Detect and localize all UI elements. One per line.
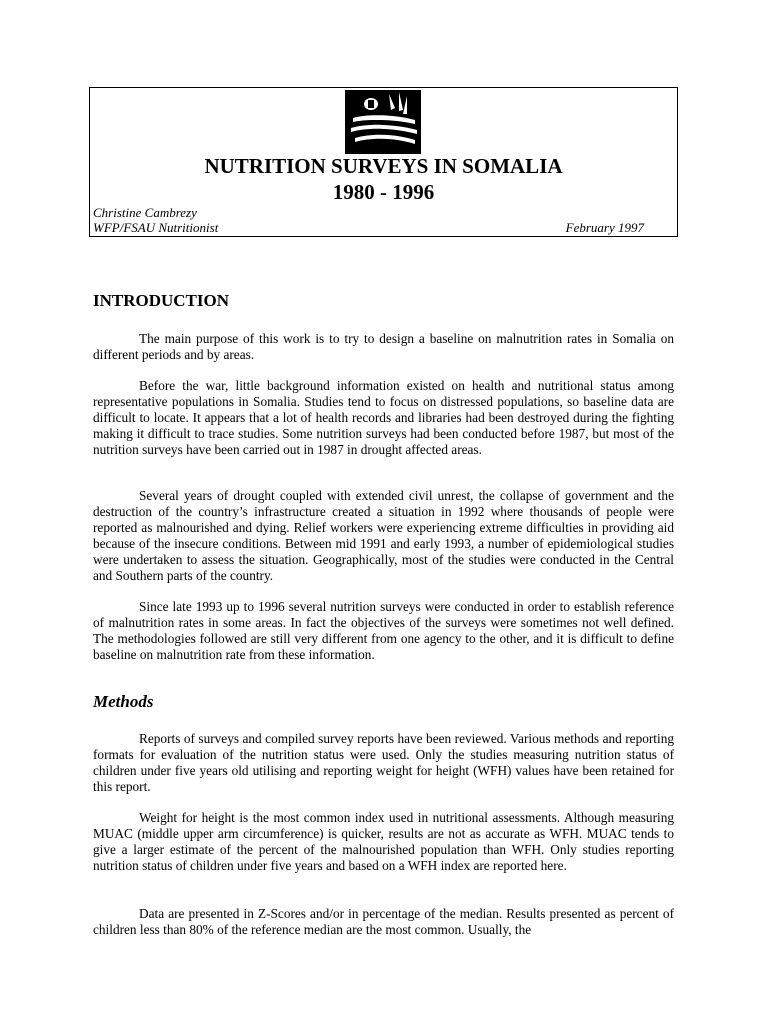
wheat-hands-logo-icon: [345, 90, 421, 154]
document-title: NUTRITION SURVEYS IN SOMALIA: [204, 154, 563, 178]
paragraph-7: Data are presented in Z-Scores and/or in percentage of the median. Results presented as percent of children less than 80% of the reference median are the most common. Usually, the: [93, 906, 674, 937]
document-date-range: 1980 - 1996: [332, 180, 435, 204]
methods-heading: Methods: [93, 692, 154, 711]
paragraph-5: Reports of surveys and compiled survey reports have been reviewed. Various methods and reporting formats for evaluation of the nutrition status were used. Only the studies measuring nutrition status of children under five years old utilising and reporting weight for height (WFH) values have been retained for this report.: [93, 731, 674, 794]
publication-date: February 1997: [565, 220, 644, 235]
paragraph-1: The main purpose of this work is to try to design a baseline on malnutrition rates in Somalia on different periods and by areas.: [93, 331, 674, 362]
author-name: Christine Cambrezy: [93, 205, 197, 220]
introduction-heading: INTRODUCTION: [93, 291, 230, 310]
paragraph-3: Several years of drought coupled with extended civil unrest, the collapse of government and the destruction of the country’s infrastructure created a situation in 1992 where thousands of people were reported as malnourished and dying. Relief workers were experiencing extreme difficulties in providing aid because of the insecure conditions. Between mid 1991 and early 1993, a number of epidemiological studies were undertaken to assess the situation. Geographically, most of the studies were conducted in the Central and Southern parts of the country.: [93, 488, 674, 583]
paragraph-6: Weight for height is the most common index used in nutritional assessments. Although measuring MUAC (middle upper arm circumference) is quicker, results are not as accurate as WFH. MUAC tends to give a larger estimate of the percent of the malnourished population than WFH. Only studies reporting nutrition status of children under five years and based on a WFH index are reported here.: [93, 810, 674, 873]
paragraph-4: Since late 1993 up to 1996 several nutrition surveys were conducted in order to establish reference of malnutrition rates in some areas. In fact the objectives of the surveys were sometimes not well defined. The methodologies followed are still very different from one agency to the other, and it is difficult to define baseline on malnutrition rate from these information.: [93, 599, 674, 662]
paragraph-2: Before the war, little background information existed on health and nutritional status among representative populations in Somalia. Studies tend to focus on distressed populations, so baseline data are difficult to locate. It appears that a lot of health records and libraries had been destroyed during the fighting making it difficult to trace studies. Some nutrition surveys had been conducted before 1987, but most of the nutrition surveys have been carried out in 1987 in drought affected areas.: [93, 378, 674, 457]
author-role: WFP/FSAU Nutritionist: [93, 220, 219, 235]
